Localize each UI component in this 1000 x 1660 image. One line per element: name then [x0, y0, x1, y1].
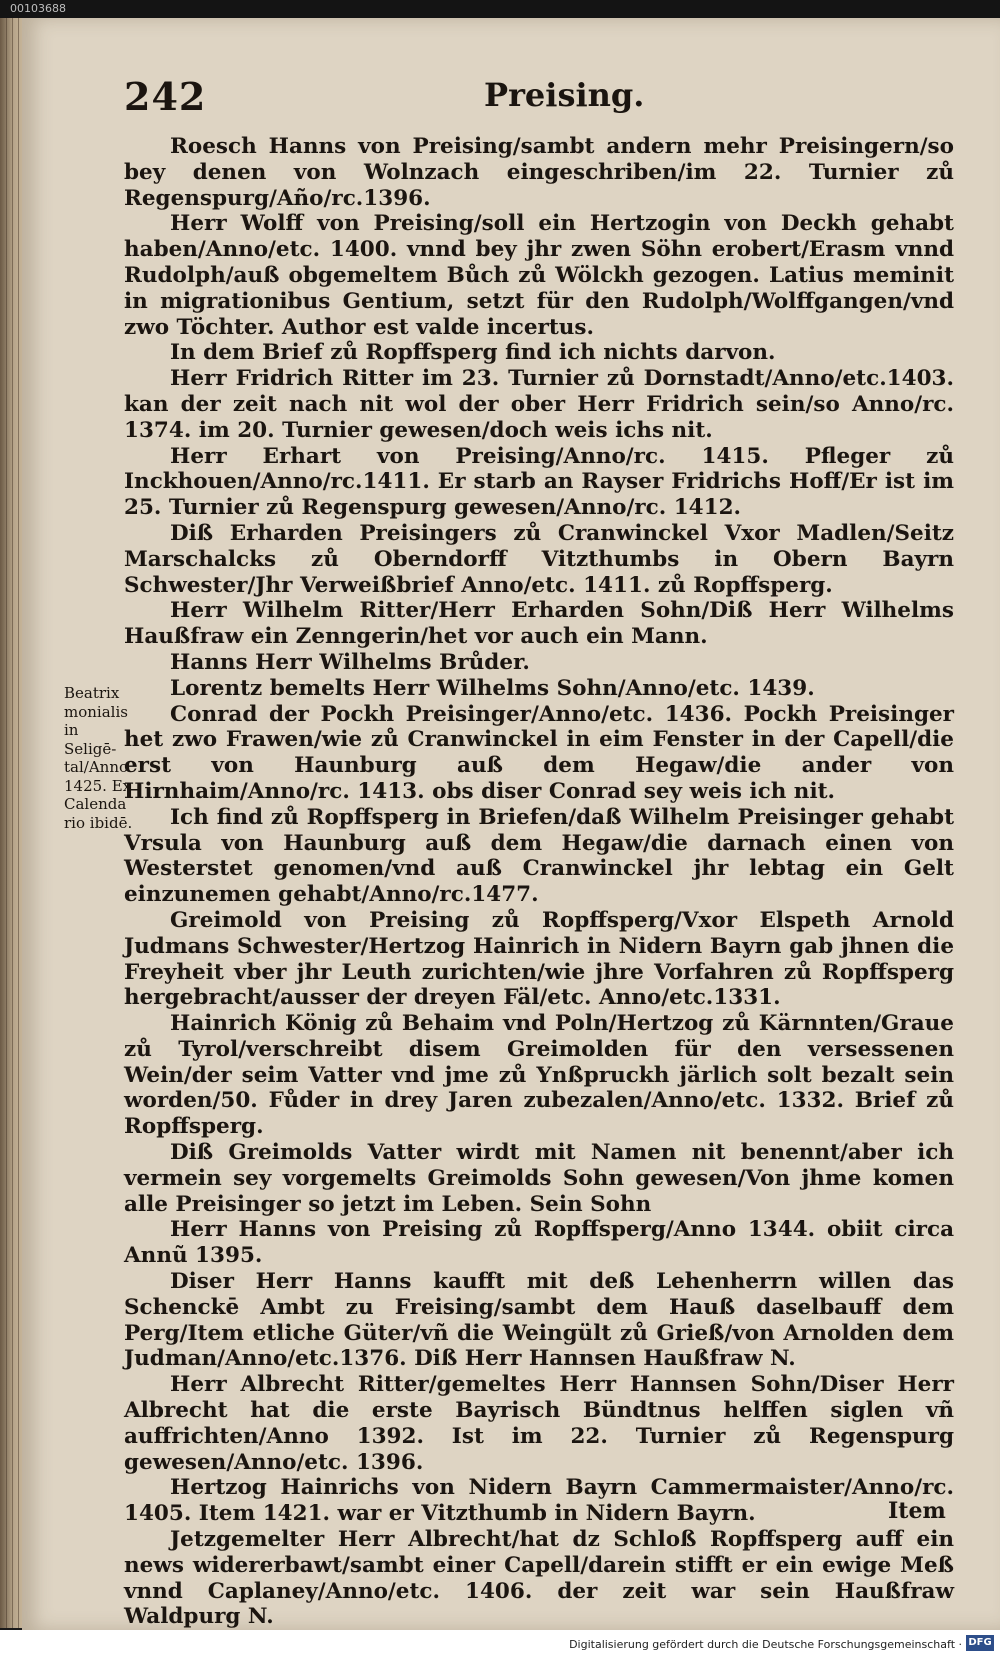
paragraph: Herr Fridrich Ritter im 23. Turnier zů Dornstadt/Anno/etc.1403. kan der zeit nach nit wol der ober Herr Fridrich sein/so Anno/rc. 1374. im 20. Turnier gewesen/doch weis ichs nit. — [124, 366, 954, 443]
paragraph: Herr Wilhelm Ritter/Herr Erharden Sohn/Diß Herr Wilhelms Haußfraw ein Zenngerin/het vor auch ein Mann. — [124, 598, 954, 650]
paragraph: Roesch Hanns von Preising/sambt andern mehr Preisingern/so bey denen von Wolnzach eingeschriben/im 22. Turnier zů Regenspurg/Año/rc.1396. — [124, 134, 954, 211]
scan-id: 00103688 — [10, 2, 66, 15]
margin-note: Beatrix monialis in Seligē-tal/Anno 1425. Ex Calenda rio ibidē. — [64, 684, 133, 832]
book-page — [22, 18, 1000, 1630]
body-text — [124, 134, 954, 1630]
running-head: Preising. — [484, 76, 645, 114]
paragraph: Diß Greimolds Vatter wirdt mit Namen nit benennt/aber ich vermein sey vorgemelts Greimolds Sohn gewesen/Von jhme komen alle Preisinger so jetzt im Leben. Sein Sohn — [124, 1140, 954, 1217]
paragraph: Herr Wolff von Preising/soll ein Hertzogin von Deckh gehabt haben/Anno/etc. 1400. vnnd bey jhr zwen Söhn erobert/Erasm vnnd Rudolph/auß obgemeltem Bůch zů Wölckh gezogen. Latius meminit in migrationibus Gentium, setzt für den Rudolph/Wolffgangen/vnd zwo Töchter. Author est valde incertus. — [124, 211, 954, 340]
page-header — [124, 74, 954, 134]
page-content — [124, 74, 954, 1630]
catchword: Item — [888, 1498, 946, 1524]
digitization-credit: Digitalisierung gefördert durch die Deutsche Forschungsgemeinschaft · — [569, 1638, 962, 1651]
paragraph: Hertzog Hainrichs von Nidern Bayrn Cammermaister/Anno/rc. 1405. Item 1421. war er Vitzthumb in Nidern Bayrn. — [124, 1475, 954, 1527]
paragraph: Conrad der Pockh Preisinger/Anno/etc. 1436. Pockh Preisinger het zwo Frawen/wie zů Cranwinckel in eim Fenster in der Capell/die erst von Haunburg auß dem Hegaw/die ander von Hirnhaim/Anno/rc. 1413. obs diser Conrad sey weis ich nit. — [124, 701, 954, 804]
paragraph: Ich find zů Ropffsperg in Briefen/daß Wilhelm Preisinger gehabt Vrsula von Haunburg auß dem Hegaw/die darnach einen von Westerstet genomen/vnd auß Cranwinckel jhr lebtag ein Gelt einzunemen gehabt/Anno/rc.1477. — [124, 804, 954, 908]
paragraph: Diß Erharden Preisingers zů Cranwinckel Vxor Madlen/Seitz Marschalcks zů Oberndorff Vitzthumbs in Obern Bayrn Schwester/Jhr Verweißbrief Anno/etc. 1411. zů Ropffsperg. — [124, 520, 954, 598]
page-number: 242 — [124, 74, 207, 119]
paragraph: Hanns Herr Wilhelms Brůder. — [170, 649, 530, 675]
paragraph: Diser Herr Hanns kaufft mit deß Lehenherrn willen das Schenckē Ambt zu Freising/sambt dem Hauß daselbauff dem Perg/Item etliche Güter/vñ die Weingült zů Grieß/von Arnolden dem Judman/Anno/etc.1376. Diß Herr Hannsen Haußfraw N. — [124, 1269, 954, 1372]
paragraph: Hainrich König zů Behaim vnd Poln/Hertzog zů Kärnnten/Graue zů Tyrol/verschreibt disem Greimolden für den versessenen Wein/der seim Vatter vnd jme zů Ynßpruckh järlich solt bezalt sein worden/50. Fůder in drey Jaren zubezalen/Anno/etc. 1332. Brief zů Ropffsperg. — [124, 1011, 954, 1140]
paragraph: Jetzgemelter Herr Albrecht/hat dz Schloß Ropffsperg auff ein news widererbawt/sambt einer Capell/darein stifft er ein ewige Meß vnnd Caplaney/Anno/etc. 1406. der zeit war sein Haußfraw Waldpurg N. — [124, 1527, 954, 1630]
paragraph: Greimold von Preising zů Ropffsperg/Vxor Elspeth Arnold Judmans Schwester/Hertzog Hainrich in Nidern Bayrn gab jhnen die Freyheit vber jhr Leuth zurichten/wie jhre Vorfahren zů Ropffsperg hergebracht/ausser der dreyen Fäl/etc. Anno/etc.1331. — [124, 907, 954, 1011]
paragraph: Herr Albrecht Ritter/gemeltes Herr Hannsen Sohn/Diser Herr Albrecht hat die erste Bayrisch Bündtnus helffen siglen vñ auffrichten/Anno 1392. Ist im 22. Turnier zů Regenspurg gewesen/Anno/etc. 1396. — [124, 1372, 954, 1475]
footer-bar — [0, 1630, 1000, 1660]
paragraph: In dem Brief zů Ropffsperg find ich nichts darvon. — [170, 340, 776, 366]
paragraph: Herr Hanns von Preising zů Ropffsperg/Anno 1344. obiit circa Annũ 1395. — [124, 1217, 954, 1269]
dfg-logo: DFG — [966, 1635, 994, 1651]
paragraph: Herr Erhart von Preising/Anno/rc. 1415. Pfleger zů Inckhouen/Anno/rc.1411. Er starb an Rayser Fridrichs Hoff/Er ist im 25. Turnier zů Regenspurg gewesen/Anno/rc. 1412. — [124, 443, 954, 521]
paragraph: Lorentz bemelts Herr Wilhelms Sohn/Anno/etc. 1439. — [170, 675, 815, 701]
